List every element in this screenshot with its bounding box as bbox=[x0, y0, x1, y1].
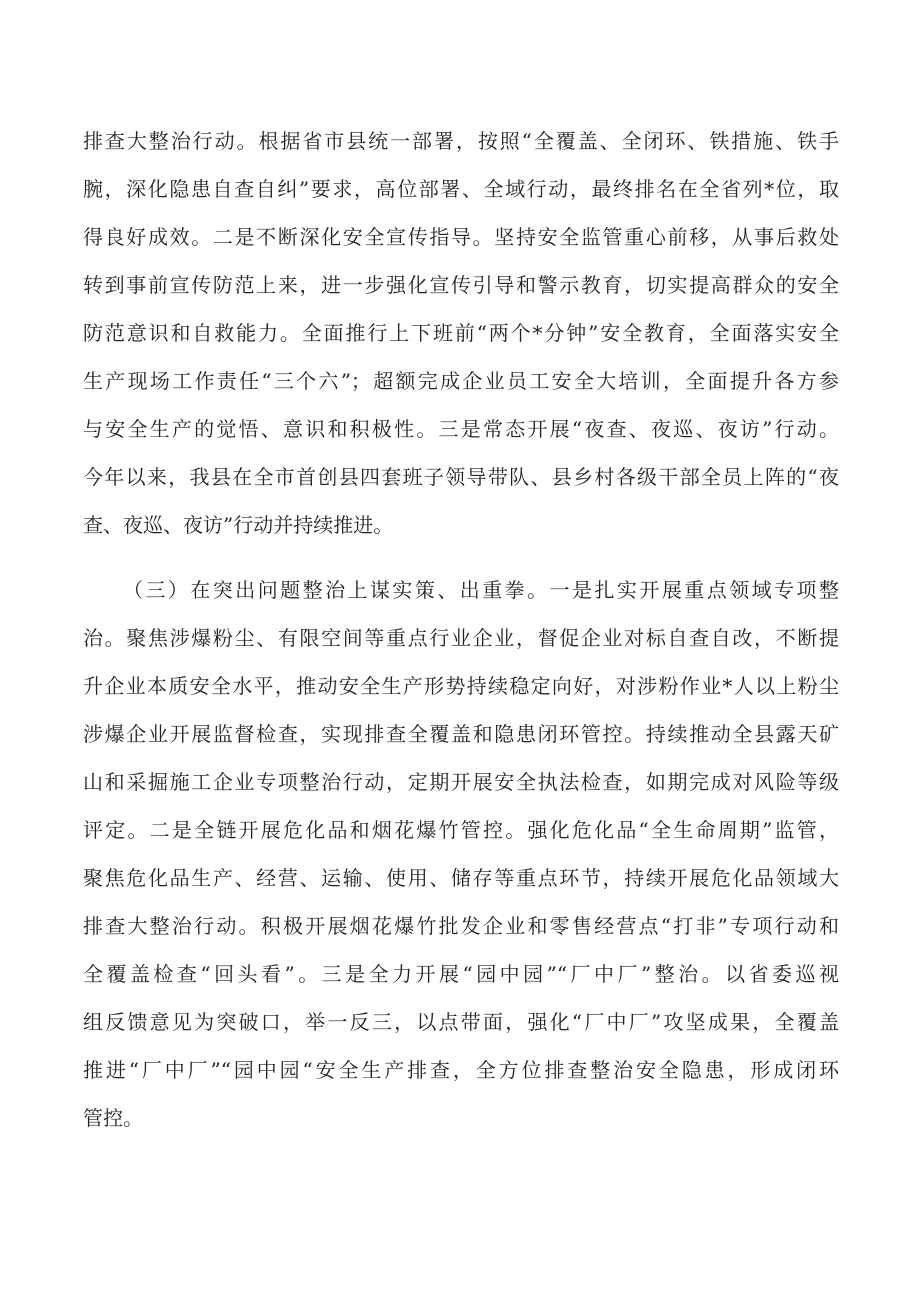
paragraph-line: 推进“厂中厂”“园中园“安全生产排查，全方位排查整治安全隐患，形成闭环 bbox=[83, 1058, 839, 1082]
paragraph-line: 转到事前宣传防范上来，进一步强化宣传引导和警示教育，切实提高群众的安全 bbox=[83, 273, 839, 297]
paragraph-line: 聚焦危化品生产、经营、运输、使用、储存等重点环节，持续开展危化品领域大 bbox=[83, 866, 839, 890]
paragraph-line: 升企业本质安全水平，推动安全生产形势持续稳定向好，对涉粉作业*人以上粉尘 bbox=[83, 674, 839, 698]
paragraph-line: 组反馈意见为突破口，举一反三，以点带面，强化“厂中厂”攻坚成果，全覆盖 bbox=[83, 1010, 839, 1034]
paragraph-line: 与安全生产的觉悟、意识和积极性。三是常态开展“夜查、夜巡、夜访”行动。 bbox=[83, 417, 839, 441]
paragraph-line: 涉爆企业开展监督检查，实现排查全覆盖和隐患闭环管控。持续推动全县露天矿 bbox=[83, 722, 839, 746]
paragraph-line: 评定。二是全链开展危化品和烟花爆竹管控。强化危化品“全生命周期”监管， bbox=[83, 818, 839, 842]
paragraph-line: 查、夜巡、夜访”行动并持续推进。 bbox=[83, 513, 394, 537]
paragraph-line: 山和采掘施工企业专项整治行动，定期开展安全执法检查，如期完成对风险等级 bbox=[83, 770, 839, 794]
paragraph-line: 管控。 bbox=[83, 1106, 143, 1130]
paragraph-line: 生产现场工作责任“三个六”；超额完成企业员工安全大培训，全面提升各方参 bbox=[83, 369, 839, 393]
paragraph-line: 治。聚焦涉爆粉尘、有限空间等重点行业企业，督促企业对标自查自改，不断提 bbox=[83, 626, 839, 650]
section-heading-line: （三）在突出问题整治上谋实策、出重拳。一是扎实开展重点领域专项整 bbox=[123, 578, 839, 602]
paragraph-line: 排查大整治行动。积极开展烟花爆竹批发企业和零售经营点“打非”专项行动和 bbox=[83, 914, 839, 938]
paragraph-line: 今年以来，我县在全市首创县四套班子领导带队、县乡村各级干部全员上阵的“夜 bbox=[83, 465, 839, 489]
paragraph-line: 腕，深化隐患自查自纠”要求，高位部署、全域行动，最终排名在全省列*位，取 bbox=[83, 177, 839, 201]
paragraph-line: 排查大整治行动。根据省市县统一部署，按照“全覆盖、全闭环、铁措施、铁手 bbox=[83, 129, 839, 153]
paragraph-line: 全覆盖检查“回头看”。三是全力开展“园中园”“厂中厂”整治。以省委巡视 bbox=[83, 962, 839, 986]
paragraph-line: 防范意识和自救能力。全面推行上下班前“两个*分钟”安全教育，全面落实安全 bbox=[83, 321, 839, 345]
paragraph-line: 得良好成效。二是不断深化安全宣传指导。坚持安全监管重心前移，从事后救处 bbox=[83, 225, 839, 249]
